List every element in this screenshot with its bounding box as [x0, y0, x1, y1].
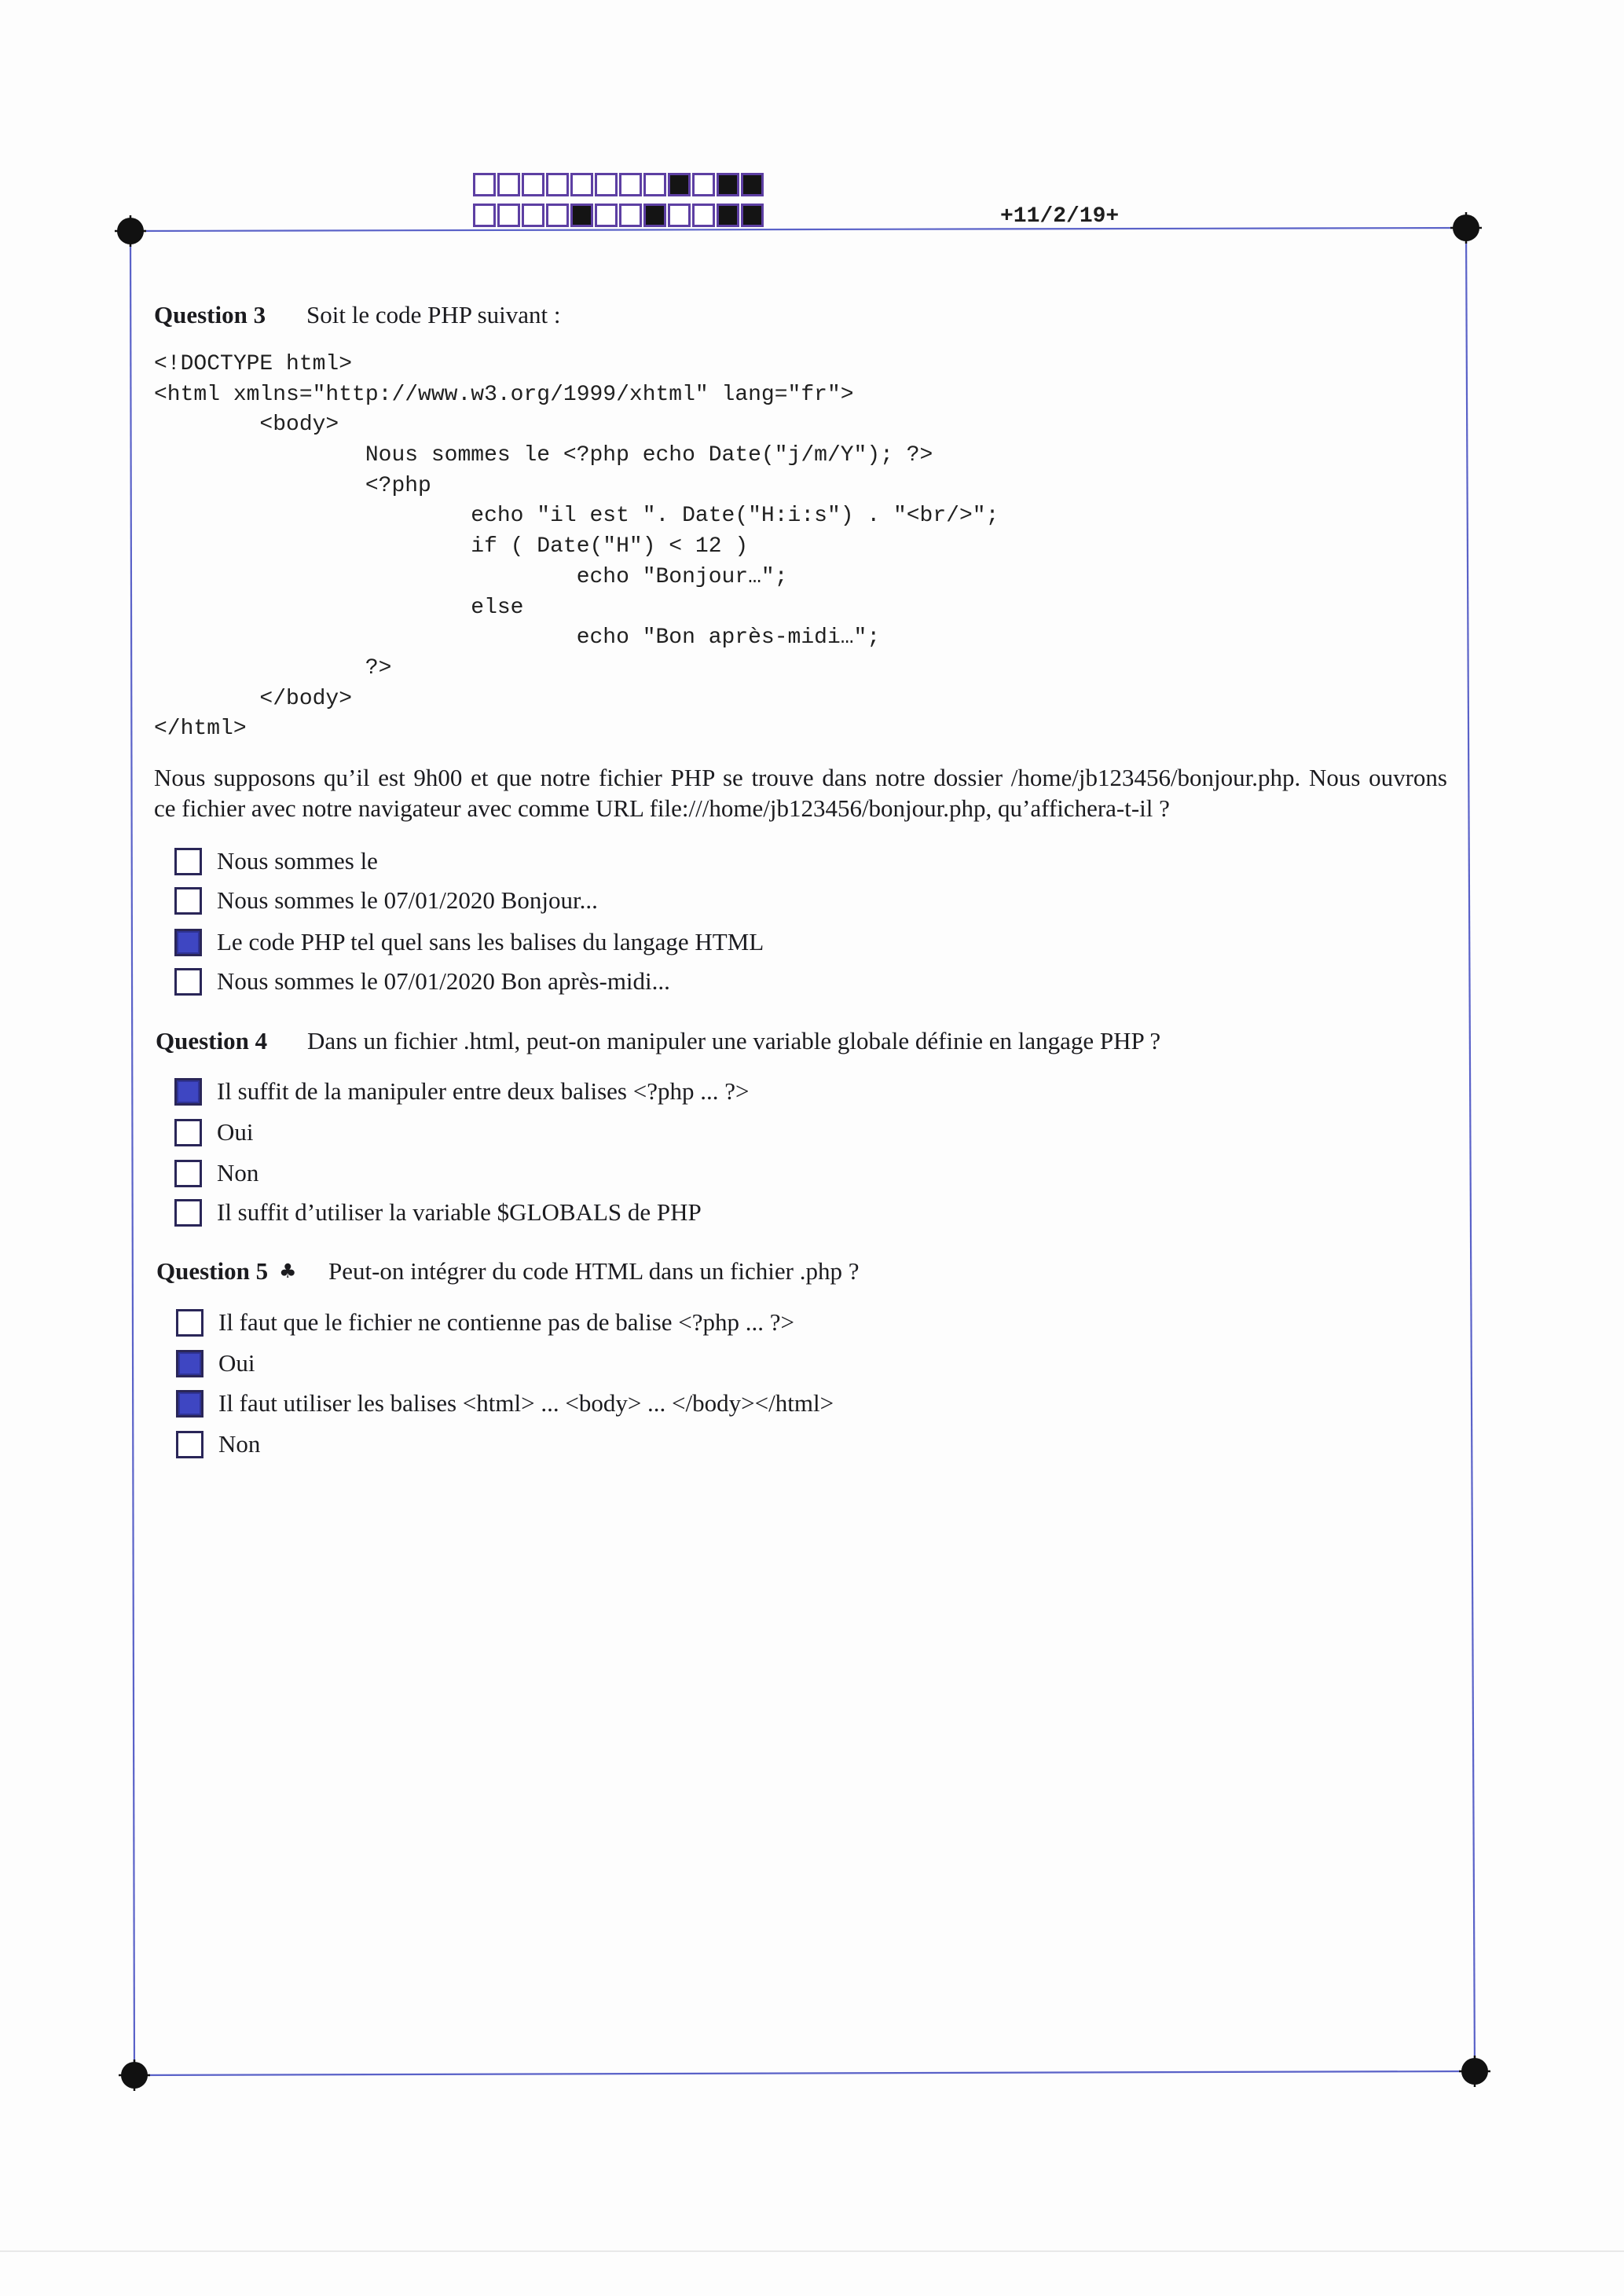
code-box-empty: [692, 173, 715, 196]
answer-option-label: Nous sommes le: [217, 847, 378, 875]
corner-mark-bottom-right: [1459, 2056, 1490, 2087]
question-label: Question 5: [156, 1257, 269, 1285]
code-box-empty: [619, 173, 642, 196]
code-line: echo "Bon après-midi…";: [154, 625, 881, 651]
code-line: echo "Bonjour…";: [154, 564, 788, 589]
answer-option[interactable]: [176, 1388, 834, 1419]
code-line: <html xmlns="http://www.w3.org/1999/xhtml" lang="fr">: [154, 382, 854, 407]
answer-checkbox[interactable]: [174, 848, 202, 875]
answer-option-label: Non: [218, 1430, 261, 1458]
answer-option[interactable]: [174, 845, 378, 877]
frame-top-edge: [130, 228, 1466, 231]
question-label: Question 4: [156, 1027, 268, 1054]
context-line: ce fichier avec notre navigateur avec comme URL file:///home/jb123456/bonjour.php, qu’affichera-t-il ?: [154, 794, 1170, 822]
php-code-block: [154, 350, 999, 745]
code-box-empty: [497, 173, 520, 196]
answer-checkbox[interactable]: [174, 929, 202, 956]
binary-code-grid: [473, 173, 764, 227]
code-box-empty: [619, 204, 642, 227]
answer-checkbox[interactable]: [174, 968, 202, 996]
code-box-empty: [692, 204, 715, 227]
code-line: echo "il est ". Date("H:i:s") . "<br/>";: [154, 504, 999, 529]
page-id: +11/2/19+: [1000, 204, 1120, 229]
code-box-empty: [473, 173, 496, 196]
answer-option-label: Nous sommes le 07/01/2020 Bon après-midi...: [217, 967, 670, 995]
frame-right-edge: [1466, 228, 1475, 2071]
context-line: Nous supposons qu’il est 9h00 et que notre fichier PHP se trouve dans notre dossier /home/jb123456/bonjour.php. Nous ouvrons: [154, 764, 1447, 791]
answer-option-label: Non: [217, 1159, 259, 1187]
code-box-empty: [668, 204, 691, 227]
answer-checkbox[interactable]: [176, 1390, 203, 1418]
code-line: <body>: [154, 413, 339, 438]
code-box-empty: [546, 204, 569, 227]
code-box-empty: [643, 173, 666, 196]
code-box-empty: [497, 204, 520, 227]
question-prompt: Peut-on intégrer du code HTML dans un fichier .php ?: [328, 1257, 860, 1285]
code-box-empty: [522, 173, 544, 196]
answer-option-label: Il suffit d’utiliser la variable $GLOBALS de PHP: [217, 1198, 702, 1226]
frame-left-edge: [130, 231, 134, 2075]
answer-option-label: Il faut utiliser les balises <html> ... <body> ... </body></html>: [218, 1389, 834, 1417]
question-prompt: Dans un fichier .html, peut-on manipuler une variable globale définie en langage PHP ?: [307, 1027, 1161, 1054]
answer-checkbox[interactable]: [176, 1309, 203, 1337]
answer-option-label: Le code PHP tel quel sans les balises du langage HTML: [217, 928, 764, 955]
code-line: <!DOCTYPE html>: [154, 352, 353, 376]
answer-option[interactable]: [174, 1117, 254, 1148]
frame-bottom-edge: [134, 2071, 1475, 2075]
code-line: ?>: [154, 655, 392, 680]
code-box-filled: [668, 173, 691, 196]
answer-option[interactable]: [176, 1307, 794, 1338]
code-box-empty: [570, 173, 593, 196]
code-line: <?php: [154, 473, 431, 498]
code-box-filled: [643, 204, 666, 227]
code-line: if ( Date("H") < 12 ): [154, 534, 749, 559]
code-box-empty: [595, 173, 618, 196]
code-box-empty: [522, 204, 544, 227]
answer-checkbox[interactable]: [174, 1160, 202, 1187]
answer-option-label: Il faut que le fichier ne contienne pas de balise <?php ... ?>: [218, 1308, 795, 1336]
code-box-empty: [473, 204, 496, 227]
answer-option[interactable]: [174, 885, 598, 916]
answer-option-label: Oui: [218, 1349, 255, 1377]
corner-mark-top-right: [1450, 212, 1482, 244]
club-suit-icon: ♣: [279, 1260, 297, 1282]
code-box-filled: [741, 173, 764, 196]
code-line: Nous sommes le <?php echo Date("j/m/Y"); ?>: [154, 443, 933, 468]
code-box-filled: [570, 204, 593, 227]
answer-option[interactable]: [174, 926, 764, 958]
code-box-filled: [717, 204, 739, 227]
answer-checkbox[interactable]: [174, 887, 202, 915]
answer-option-label: Oui: [217, 1118, 254, 1146]
code-box-filled: [741, 204, 764, 227]
answer-checkbox[interactable]: [174, 1119, 202, 1146]
answer-checkbox[interactable]: [176, 1431, 203, 1458]
code-box-row: [473, 204, 764, 227]
answer-option-label: Il suffit de la manipuler entre deux balises <?php ... ?>: [217, 1077, 750, 1105]
scan-edge-line: [0, 2250, 1624, 2252]
answer-checkbox[interactable]: [174, 1078, 202, 1106]
code-box-empty: [546, 173, 569, 196]
question-header: [156, 1256, 297, 1287]
question-prompt: Soit le code PHP suivant :: [306, 301, 561, 328]
question-header: [156, 1025, 267, 1057]
corner-mark-top-left: [115, 215, 146, 247]
answer-checkbox[interactable]: [174, 1199, 202, 1227]
answer-checkbox[interactable]: [176, 1350, 203, 1377]
answer-option[interactable]: [174, 1157, 258, 1189]
question-label: Question 3: [154, 301, 266, 328]
answer-option[interactable]: [176, 1348, 255, 1379]
answer-option[interactable]: [174, 1197, 702, 1228]
answer-option[interactable]: [174, 966, 670, 997]
answer-option[interactable]: [174, 1076, 749, 1107]
answer-option[interactable]: [176, 1429, 260, 1460]
code-box-empty: [595, 204, 618, 227]
question-header: [154, 299, 266, 331]
code-line: else: [154, 595, 524, 620]
code-line: </html>: [154, 717, 247, 742]
code-line: </body>: [154, 686, 353, 711]
corner-mark-bottom-left: [119, 2059, 150, 2091]
code-box-filled: [717, 173, 739, 196]
code-box-row: [473, 173, 764, 196]
answer-option-label: Nous sommes le 07/01/2020 Bonjour...: [217, 886, 598, 914]
